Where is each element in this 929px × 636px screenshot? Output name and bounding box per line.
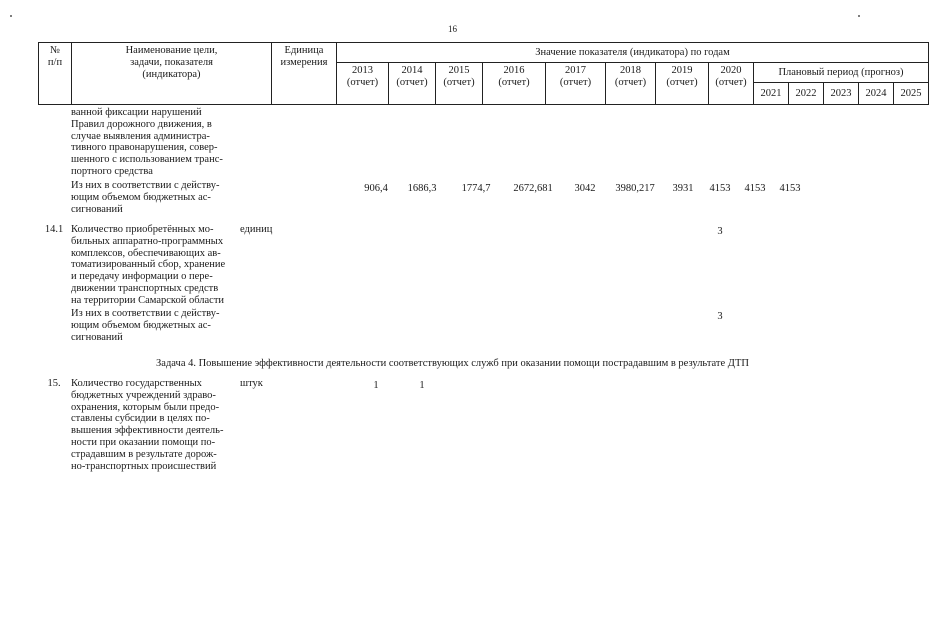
value-2023: 4153 — [779, 183, 801, 194]
row-unit: штук — [240, 378, 263, 389]
col-header-planned-year: 2023 — [824, 83, 859, 105]
col-header-no: № п/п — [39, 43, 72, 105]
value-2022: 4153 — [744, 183, 766, 194]
value-2015: 1 — [419, 380, 425, 391]
col-header-unit: Единица измерения — [272, 43, 337, 105]
value-2018: 3042 — [574, 183, 596, 194]
col-header-planned-year: 2024 — [859, 83, 894, 105]
scan-speck — [858, 15, 860, 17]
row-desc: Количество государственных бюджетных учреждений здраво- охранения, которым были предо- ставлены субсидии в целях по- вышения эффективности деятель- ности при оказании помощи по- страдавшим в результате дорож- но-транспортных происшествий — [71, 378, 224, 472]
value-2016: 1774,7 — [461, 183, 491, 194]
col-header-planned-year: 2025 — [894, 83, 929, 105]
col-header-year: 2020 (отчет) — [709, 63, 754, 105]
row-desc-continued: ванной фиксации нарушений Правил дорожного движения, в случае выявления администра- тивного правонарушения, совер- шенного с использованием транс- портного средства — [71, 107, 223, 177]
scan-speck — [10, 15, 12, 17]
col-header-planned: Плановый период (прогноз) — [754, 63, 929, 83]
row-sub-desc: Из них в соответствии с действу- ющим объемом бюджетных ас- сигнований — [71, 180, 220, 215]
col-header-year: 2019 (отчет) — [656, 63, 709, 105]
value-2020: 3931 — [672, 183, 694, 194]
col-header-values: Значение показателя (индикатора) по годам — [337, 43, 929, 63]
value-2019: 3980,217 — [615, 183, 655, 194]
page-number: 16 — [448, 24, 457, 34]
row-unit: единиц — [240, 224, 273, 235]
table-header — [38, 42, 929, 105]
col-header-planned-year: 2022 — [789, 83, 824, 105]
value-2014: 1 — [373, 380, 379, 391]
col-header-name: Наименование цели, задачи, показателя (индикатора) — [72, 43, 272, 105]
col-header-year: 2014 (отчет) — [389, 63, 436, 105]
col-header-year: 2016 (отчет) — [483, 63, 546, 105]
value-2015: 1686,3 — [407, 183, 437, 194]
row-number: 15. — [47, 378, 61, 389]
value-2017: 2672,681 — [513, 183, 553, 194]
row-desc: Количество приобретённых мо- бильных аппаратно-программных комплексов, обеспечивающих ав- томатизированный сбор, хранение и передачу информации о пере- движении транспортных средств на территории Самарской области — [71, 224, 226, 306]
value-2014: 906,4 — [364, 183, 388, 194]
row-number: 14.1 — [44, 224, 64, 235]
value-2021: 3 — [717, 311, 723, 322]
col-header-year: 2017 (отчет) — [546, 63, 606, 105]
col-header-year: 2013 (отчет) — [337, 63, 389, 105]
task-heading: Задача 4. Повышение эффективности деятельности соответствующих служб при оказании помощи пострадавшим в результате ДТП — [156, 358, 749, 369]
col-header-year: 2015 (отчет) — [436, 63, 483, 105]
row-sub-desc: Из них в соответствии с действу- ющим объемом бюджетных ас- сигнований — [71, 308, 220, 343]
value-2021: 4153 — [709, 183, 731, 194]
col-header-planned-year: 2021 — [754, 83, 789, 105]
col-header-year: 2018 (отчет) — [606, 63, 656, 105]
value-2021: 3 — [717, 226, 723, 237]
